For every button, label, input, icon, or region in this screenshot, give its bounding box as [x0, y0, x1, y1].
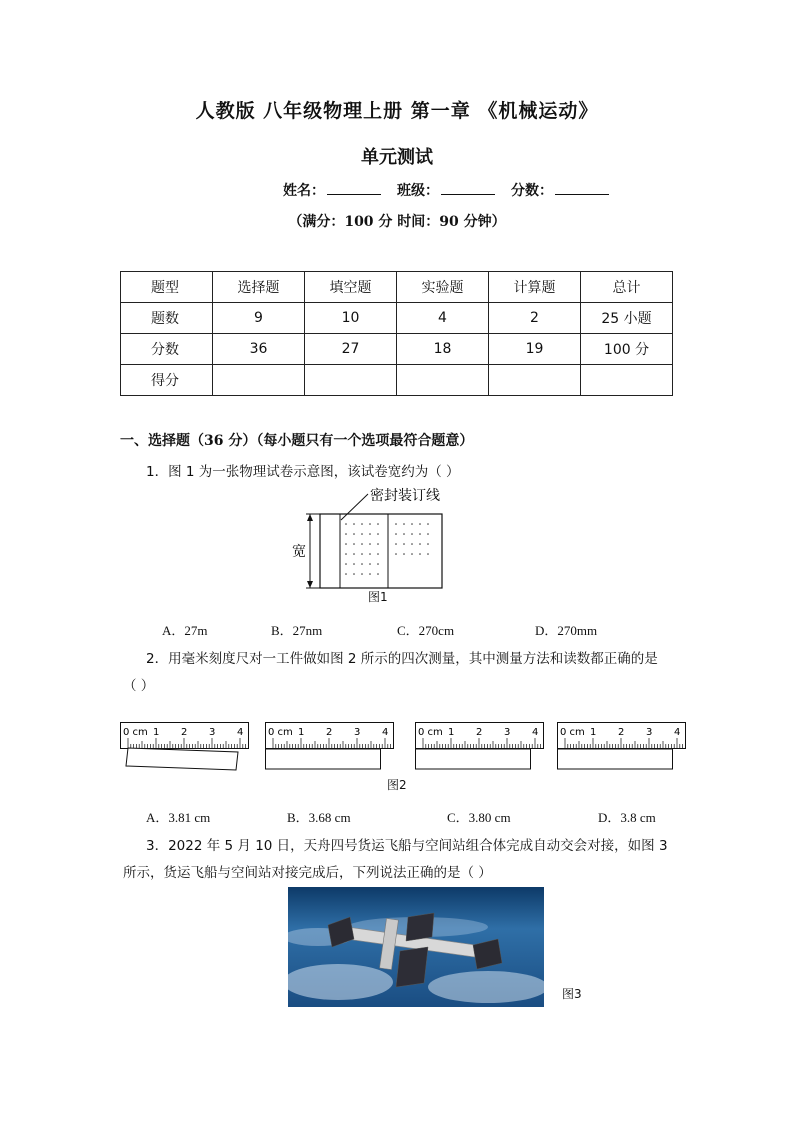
page-subtitle: 单元测试: [361, 147, 433, 168]
q1-option-a[interactable]: A．27m: [162, 623, 208, 638]
seal-line-label: 密封装订线: [370, 488, 440, 504]
workpiece: [416, 749, 531, 769]
ruler-measurement-4: [557, 722, 689, 774]
table-cell: 题数: [121, 303, 213, 334]
score-input-cell[interactable]: [397, 365, 489, 396]
ruler-measurement-3: [415, 722, 547, 774]
class-label: 班级：: [397, 183, 439, 199]
question-2-stem-cont: （ ）: [123, 678, 155, 694]
figure-3-caption: 图3: [562, 987, 582, 1001]
question-2-stem: 2．用毫米刻度尺对一工件做如图 2 所示的四次测量，其中测量方法和读数都正确的是: [146, 651, 658, 667]
table-cell: 18: [397, 334, 489, 365]
table-row: [121, 303, 673, 334]
ruler-tick-label: 2: [181, 727, 188, 738]
table-cell: 总计: [581, 272, 673, 303]
q2-option-b[interactable]: B．3.68 cm: [287, 810, 351, 825]
question-3-stem-cont: 所示，货运飞船与空间站对接完成后，下列说法正确的是（ ）: [123, 865, 492, 881]
q2-option-d[interactable]: D．3.8 cm: [598, 810, 656, 825]
score-input-cell[interactable]: [581, 365, 673, 396]
ruler-tick-label: 0 cm: [418, 727, 443, 738]
ruler-tick-label: 4: [532, 727, 539, 738]
ruler-tick-label: 4: [382, 727, 389, 738]
dotted-text-right: [395, 523, 429, 555]
table-cell: 10: [305, 303, 397, 334]
table-cell: 36: [213, 334, 305, 365]
q2-option-a[interactable]: A．3.81 cm: [146, 810, 211, 825]
table-cell: 得分: [121, 365, 213, 396]
ruler-tick-label: 1: [298, 727, 305, 738]
score-input-cell[interactable]: [305, 365, 397, 396]
ruler-tick-label: 3: [354, 727, 361, 738]
q2-option-c[interactable]: C．3.80 cm: [447, 810, 511, 825]
ruler-tick-label: 3: [504, 727, 511, 738]
exam-info: （满分：100 分 时间：90 分钟）: [288, 214, 506, 230]
table-row: [121, 272, 673, 303]
ruler-tick-label: 3: [646, 727, 653, 738]
table-cell: 填空题: [305, 272, 397, 303]
score-field[interactable]: [511, 180, 609, 200]
q1-option-b[interactable]: B．27nm: [271, 623, 323, 638]
figure-1-caption: 图1: [368, 590, 388, 604]
ruler-tick-label: 3: [209, 727, 216, 738]
table-cell: 题型: [121, 272, 213, 303]
ruler-tick-label: 1: [153, 727, 160, 738]
table-cell: 计算题: [489, 272, 581, 303]
dotted-text-left: [345, 523, 379, 575]
question-3-stem: 3．2022 年 5 月 10 日，天舟四号货运飞船与空间站组合体完成自动交会对接，如图 3: [146, 838, 668, 854]
pointer-line: [341, 494, 368, 520]
ruler-tick-label: 2: [476, 727, 483, 738]
section-title: 一、选择题（36 分）（每小题只有一个选项最符合题意）: [120, 433, 474, 449]
ruler-measurement-1: [120, 722, 252, 774]
score-input-cell[interactable]: [213, 365, 305, 396]
table-cell: 9: [213, 303, 305, 334]
ruler-tick-label: 1: [448, 727, 455, 738]
workpiece: [558, 749, 673, 769]
ruler-tick-label: 0 cm: [560, 727, 585, 738]
ruler-tick-label: 4: [674, 727, 681, 738]
table-cell: 27: [305, 334, 397, 365]
table-cell: 实验题: [397, 272, 489, 303]
student-info-row: [283, 180, 609, 200]
table-cell: 2: [489, 303, 581, 334]
paper-outline: [320, 514, 442, 588]
table-cell: 25 小题: [581, 303, 673, 334]
score-input-cell[interactable]: [489, 365, 581, 396]
table-row: [121, 365, 673, 396]
width-label: 宽: [292, 544, 306, 560]
figure-2: [0, 722, 794, 774]
ruler-tick-label: 2: [618, 727, 625, 738]
table-cell: 选择题: [213, 272, 305, 303]
ruler-measurement-2: [265, 722, 397, 774]
figure-2-caption: 图2: [387, 778, 407, 792]
ruler-tick-label: 0 cm: [123, 727, 148, 738]
table-cell: 19: [489, 334, 581, 365]
ruler-tick-label: 2: [326, 727, 333, 738]
ruler-tick-label: 4: [237, 727, 244, 738]
workpiece: [266, 749, 381, 769]
page-title: 人教版 八年级物理上册 第一章 《机械运动》: [195, 100, 599, 122]
q1-option-d[interactable]: D．270mm: [535, 623, 598, 638]
name-field[interactable]: [283, 180, 381, 200]
table-row: [121, 334, 673, 365]
table-cell: 100 分: [581, 334, 673, 365]
class-field[interactable]: [397, 180, 495, 200]
space-station-photo: [288, 887, 544, 1007]
q1-option-c[interactable]: C．270cm: [397, 623, 455, 638]
ruler-tick-label: 1: [590, 727, 597, 738]
score-label: 分数：: [511, 183, 553, 199]
score-table: [120, 271, 673, 396]
table-cell: 4: [397, 303, 489, 334]
table-cell: 分数: [121, 334, 213, 365]
workpiece: [126, 748, 238, 770]
ruler-tick-label: 0 cm: [268, 727, 293, 738]
name-label: 姓名：: [283, 183, 325, 199]
question-1-stem: 1．图 1 为一张物理试卷示意图，该试卷宽约为（ ）: [146, 464, 460, 480]
